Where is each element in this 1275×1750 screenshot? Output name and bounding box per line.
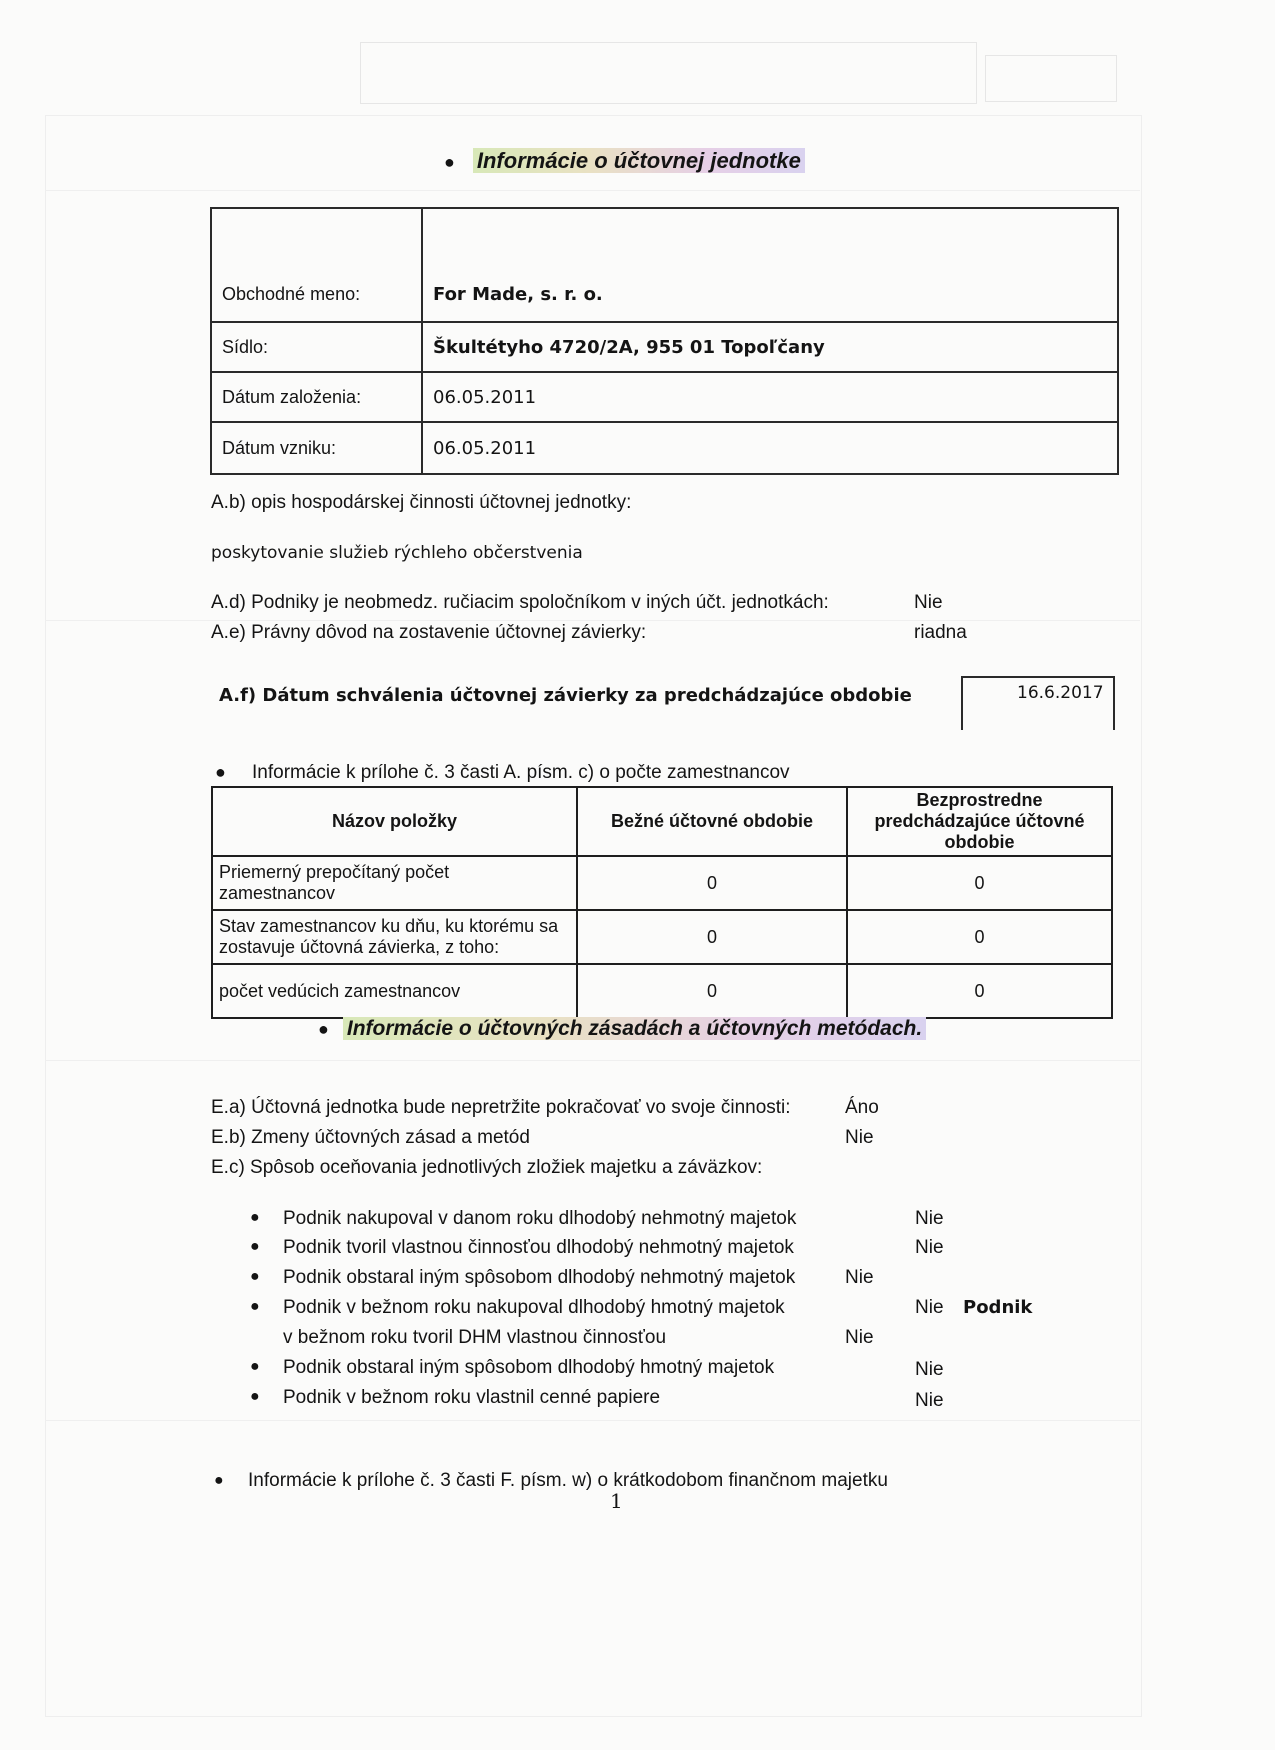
reverse-side-box <box>985 55 1117 102</box>
policy-item-value: Nie <box>915 1359 944 1380</box>
entity-value: Škultétyho 4720/2A, 955 01 Topoľčany <box>422 322 1118 372</box>
policy-item-extra: Podnik <box>963 1297 1033 1318</box>
table-header-row <box>212 787 1112 856</box>
employee-current: 0 <box>577 910 847 964</box>
employee-item-name: počet vedúcich zamestnancov <box>212 964 577 1018</box>
activity-heading: A.b) opis hospodárskej činnosti účtovnej jednotky: <box>211 492 632 513</box>
employee-previous: 0 <box>847 964 1112 1018</box>
employees-table <box>211 786 1113 1019</box>
entity-label: Sídlo: <box>211 322 422 372</box>
policy-item-value: Nie <box>915 1297 944 1318</box>
table-row <box>211 422 1118 474</box>
policy-item: v bežnom roku tvoril DHM vlastnou činnosťou <box>283 1327 667 1348</box>
employee-previous: 0 <box>847 856 1112 910</box>
employee-item-name: Stav zamestnancov ku dňu, ku ktorému sa zostavuje účtovná závierka, z toho: <box>212 910 577 964</box>
employee-item-name: Priemerný prepočítaný počet zamestnancov <box>212 856 577 910</box>
eb-value: Nie <box>845 1127 874 1148</box>
bullet-icon: ● <box>250 1358 260 1375</box>
bullet-icon: ● <box>214 1472 224 1489</box>
af-value: 16.6.2017 <box>1017 683 1104 703</box>
reverse-side-box <box>360 42 977 104</box>
bullet-icon: ● <box>250 1388 260 1405</box>
bullet-icon: ● <box>250 1238 260 1255</box>
column-header: Bezprostredne predchádzajúce účtovné obdobie <box>847 787 1112 856</box>
policy-item-value: Nie <box>845 1267 874 1288</box>
bullet-icon: ● <box>250 1209 260 1226</box>
employee-current: 0 <box>577 856 847 910</box>
bullet-icon: ● <box>215 762 226 782</box>
footer-note: Informácie k prílohe č. 3 časti F. písm. w) o krátkodobom finančnom majetku <box>248 1470 888 1491</box>
page-number: 1 <box>610 1489 623 1513</box>
bullet-icon: ● <box>250 1268 260 1285</box>
entity-info-table <box>210 207 1119 475</box>
ad-value: Nie <box>914 592 943 613</box>
policy-item: Podnik obstaral iným spôsobom dlhodobý hmotný majetok <box>283 1357 775 1378</box>
table-row <box>212 964 1112 1018</box>
reverse-side-line <box>45 1060 1140 1061</box>
employees-title: Informácie k prílohe č. 3 časti A. písm. c) o počte zamestnancov <box>252 762 790 783</box>
policy-item-value: Nie <box>845 1327 874 1348</box>
ec-label: E.c) Spôsob oceňovania jednotlivých zložiek majetku a záväzkov: <box>211 1157 763 1178</box>
policy-item: Podnik v bežnom roku nakupoval dlhodobý hmotný majetok <box>283 1297 785 1318</box>
policy-item-value: Nie <box>915 1237 944 1258</box>
policy-item: Podnik v bežnom roku vlastnil cenné papiere <box>283 1387 661 1408</box>
table-row <box>211 322 1118 372</box>
employee-previous: 0 <box>847 910 1112 964</box>
eb-label: E.b) Zmeny účtovných zásad a metód <box>211 1127 530 1148</box>
column-header: Bežné účtovné obdobie <box>577 787 847 856</box>
table-row <box>211 372 1118 422</box>
policy-item: Podnik nakupoval v danom roku dlhodobý nehmotný majetok <box>283 1208 797 1229</box>
table-row <box>212 856 1112 910</box>
entity-value: For Made, s. r. o. <box>422 208 1118 322</box>
policies-title: Informácie o účtovných zásadách a účtovných metódach. <box>343 1017 926 1040</box>
employee-current: 0 <box>577 964 847 1018</box>
reverse-side-line <box>45 190 1140 191</box>
policy-item: Podnik obstaral iným spôsobom dlhodobý nehmotný majetok <box>283 1267 796 1288</box>
reverse-side-line <box>45 620 1140 621</box>
policy-item-value: Nie <box>915 1208 944 1229</box>
entity-title: Informácie o účtovnej jednotke <box>473 148 805 173</box>
section-heading-policies: ● Informácie o účtovných zásadách a účtovných metódach. <box>318 1017 926 1041</box>
ae-value: riadna <box>914 622 967 643</box>
entity-label: Dátum založenia: <box>211 372 422 422</box>
table-row <box>211 208 1118 322</box>
ea-value: Áno <box>845 1097 879 1118</box>
ea-label: E.a) Účtovná jednotka bude nepretržite pokračovať vo svoje činnosti: <box>211 1097 791 1118</box>
column-header: Názov položky <box>212 787 577 856</box>
af-label: A.f) Dátum schválenia účtovnej závierky za predchádzajúce obdobie <box>219 685 912 706</box>
entity-value: 06.05.2011 <box>422 422 1118 474</box>
ae-label: A.e) Právny dôvod na zostavenie účtovnej závierky: <box>211 622 647 643</box>
reverse-side-line <box>45 1420 1140 1421</box>
entity-value: 06.05.2011 <box>422 372 1118 422</box>
bullet-icon: ● <box>250 1298 260 1315</box>
entity-label: Obchodné meno: <box>211 208 422 322</box>
ad-label: A.d) Podniky je neobmedz. ručiacim spoločníkom v iných účt. jednotkách: <box>211 592 829 613</box>
entity-label: Dátum vzniku: <box>211 422 422 474</box>
table-row <box>212 910 1112 964</box>
policy-item-value: Nie <box>915 1390 944 1411</box>
activity-text: poskytovanie služieb rýchleho občerstvenia <box>211 543 583 563</box>
policy-item: Podnik tvoril vlastnou činnosťou dlhodobý nehmotný majetok <box>283 1237 794 1258</box>
section-heading-entity: ● Informácie o účtovnej jednotke <box>444 148 805 174</box>
